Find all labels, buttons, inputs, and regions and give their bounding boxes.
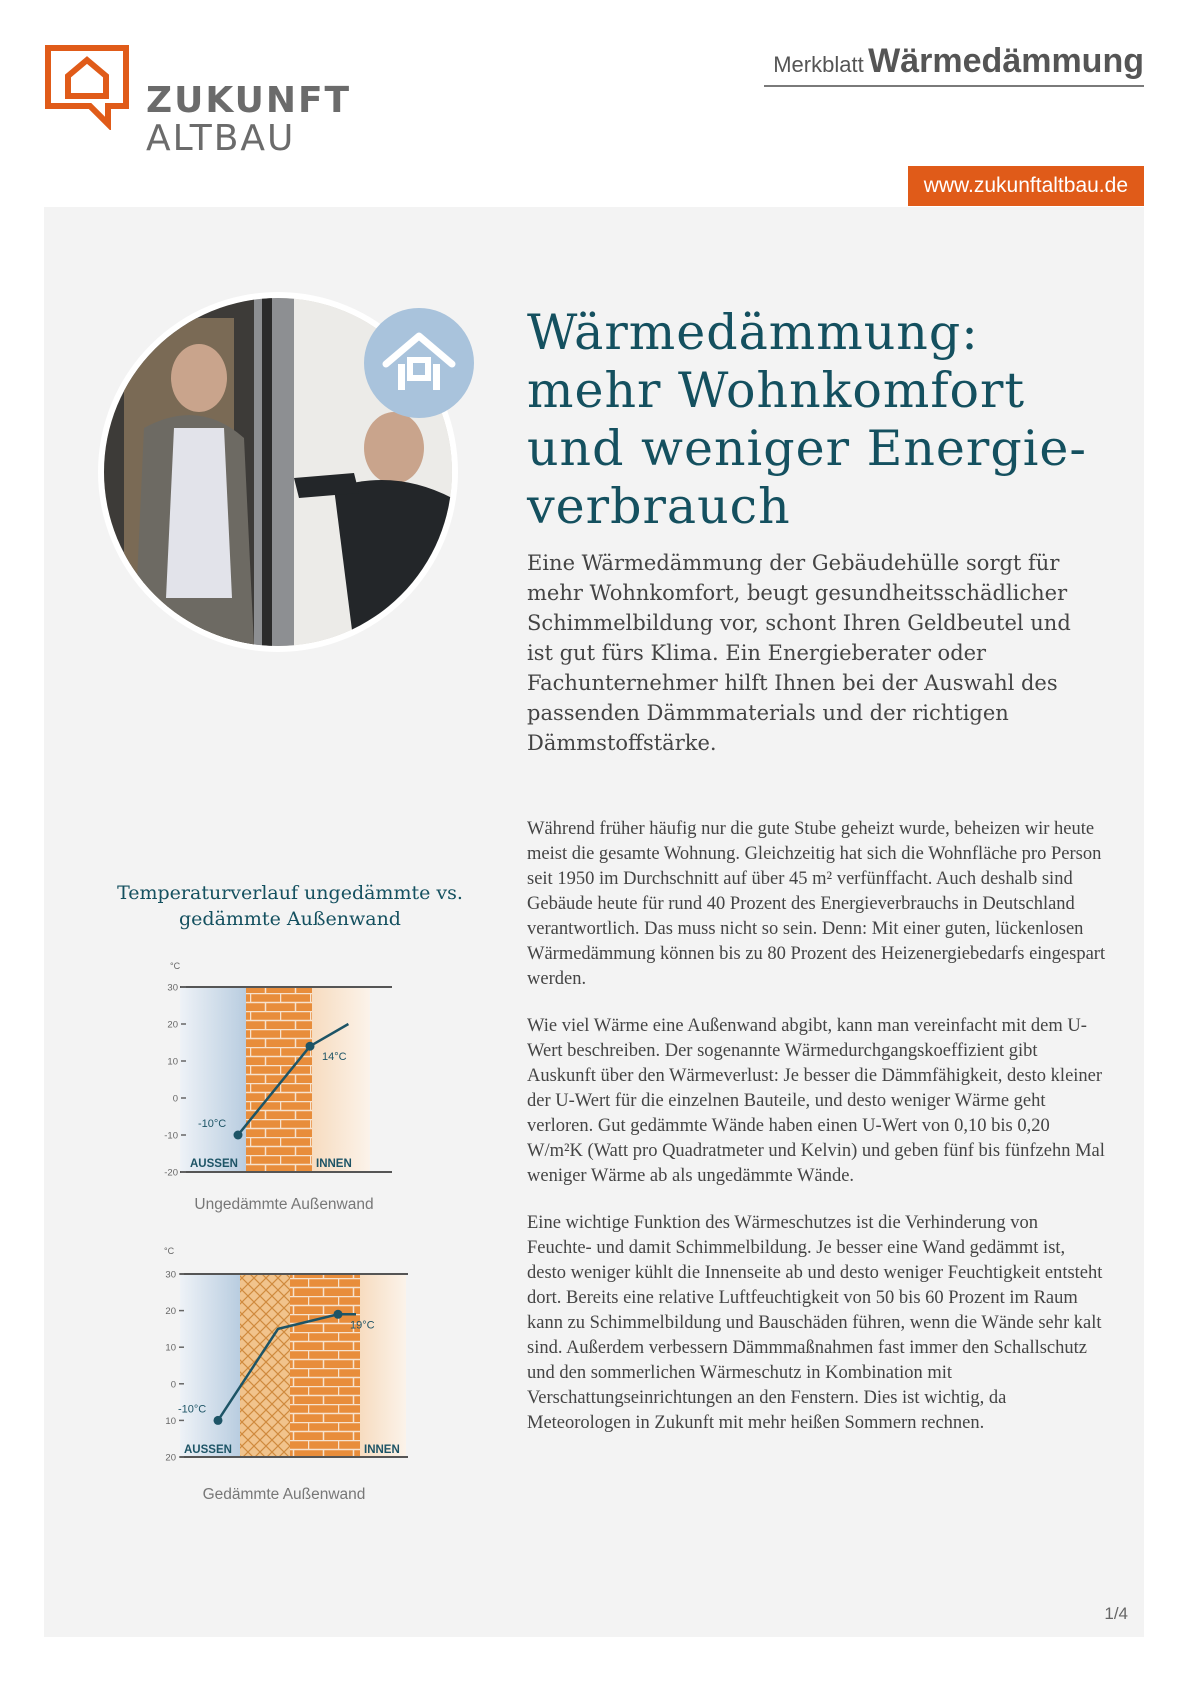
- caption-insulated: Gedämmte Außenwand: [202, 1486, 366, 1503]
- label-inside: INNEN: [364, 1444, 400, 1456]
- label-inside: INNEN: [316, 1158, 352, 1170]
- caption-uninsulated: Ungedämmte Außenwand: [194, 1196, 374, 1213]
- chart-uninsulated-wall: [160, 957, 420, 1187]
- y-tick-label: 30: [167, 982, 178, 994]
- lead-paragraph: Eine Wärmedämmung der Gebäudehülle sorgt für mehr Wohnkomfort, beugt gesundheitsschädlicher Schimmelbildung vor, schont Ihren Geldbeutel und ist gut fürs Klima. Ein Energieberater oder Fachunternehmer hilft Ihnen bei der Auswahl des passenden Dämmmaterials und der richtigen Dämmstoffstärke.: [527, 551, 1071, 755]
- y-tick-label: -10: [164, 1130, 178, 1142]
- data-point-inside: [334, 1310, 343, 1319]
- y-tick-label: 0: [172, 1093, 178, 1105]
- annotation-outside-temp: -10°C: [198, 1118, 227, 1130]
- body-paragraph-3: Eine wichtige Funktion des Wärmeschutzes ist die Verhinderung von Feuchte- und damit Schimmelbildung. Je besser eine Wand gedämmt ist, desto weniger kühlt die Innenseite ab und desto weniger Feuchtigkeit entsteht dort. Bereits eine relative Luftfeuchtigkeit von 50 bis 60 Prozent im Raum kann zu Schimmelbildung und Bauschäden führen, wenn die Wände sehr kalt sind. Außerdem verbessern Dämmmaßnahmen fast immer den Schallschutz und den sommerlichen Wärmeschutz in Kombination mit Verschattungseinrichtungen an den Fenstern. Dies ist wichtig, da Meteorologen in Zukunft mit mehr heißen Sommern rechnen.: [527, 1213, 1103, 1433]
- y-tick-label: 20: [167, 1019, 178, 1031]
- y-tick-label: 10: [165, 1342, 176, 1354]
- title-prefix: Merkblatt: [773, 52, 864, 77]
- brand-line2: ALTBAU: [146, 117, 296, 159]
- figure-title: Temperaturverlauf ungedämmte vs. gedämmte Außenwand: [117, 882, 463, 930]
- y-tick-label: 0: [170, 1379, 176, 1391]
- title-main: Wärmedämmung: [868, 42, 1144, 80]
- y-tick-label: 20: [165, 1306, 176, 1318]
- data-point-outside: [234, 1131, 243, 1140]
- page-number: 1/4: [1104, 1604, 1128, 1623]
- y-tick-label: -20: [164, 1167, 178, 1179]
- website-link[interactable]: www.zukunftaltbau.de: [908, 166, 1144, 206]
- label-outside: AUSSEN: [184, 1444, 232, 1456]
- document-title: [764, 42, 1144, 87]
- label-outside: AUSSEN: [190, 1158, 238, 1170]
- y-tick-label: 10: [167, 1056, 178, 1068]
- annotation-inside-temp: 14°C: [322, 1051, 347, 1064]
- annotation-inside-temp: 19°C: [350, 1319, 375, 1332]
- y-tick-label: 20: [165, 1452, 176, 1464]
- chart-insulated-wall: [158, 1242, 428, 1472]
- brand-logo-icon: [44, 44, 130, 135]
- body-text: [527, 817, 1107, 1458]
- unit-label: °C: [170, 961, 181, 971]
- unit-label: °C: [164, 1246, 175, 1256]
- body-paragraph-2: Wie viel Wärme eine Außenwand abgibt, kann man vereinfacht mit dem U-Wert beschreiben. Der sogenannte Wärmedurchgangskoeffizient gibt Auskunft über den Wärmeverlust: Je besser die Dämmfähigkeit, desto kleiner der U-Wert für die einzelnen Bauteile, und desto weniger Wärme geht verloren. Gut gedämmte Wände haben einen U-Wert von 0,10 bis 0,20 W/m²K (Watt pro Quadratmeter und Kelvin) und geben fünf bis fünfzehn Mal weniger Wärme ab als ungedämmte Wände.: [527, 1016, 1105, 1186]
- y-tick-label: 30: [165, 1269, 176, 1281]
- brand-name: [146, 82, 351, 158]
- page-headline: Wärmedämmung: mehr Wohnkomfort und weniger Energie- verbrauch: [527, 304, 1087, 535]
- annotation-outside-temp: -10°C: [178, 1403, 207, 1416]
- house-icon: [364, 308, 474, 418]
- data-point-inside: [306, 1042, 315, 1051]
- data-point-outside: [214, 1416, 223, 1425]
- brand-line1: ZUKUNFT: [146, 80, 352, 121]
- y-tick-label: 10: [165, 1415, 176, 1427]
- body-paragraph-1: Während früher häufig nur die gute Stube geheizt wurde, beheizen wir heute meist die gesamte Wohnung. Gleichzeitig hat sich die Wohnfläche pro Person seit 1950 im Durchschnitt auf über 45 m² verfünffacht. Auch deshalb sind Gebäude heute für rund 40 Prozent des Energieverbrauchs in Deutschland verantwortlich. Das muss nicht so sein. Denn: Mit einer guten, lückenlosen Wärmedämmung können bis zu 80 Prozent des Heizenergiebedarfs eingespart werden.: [527, 819, 1106, 989]
